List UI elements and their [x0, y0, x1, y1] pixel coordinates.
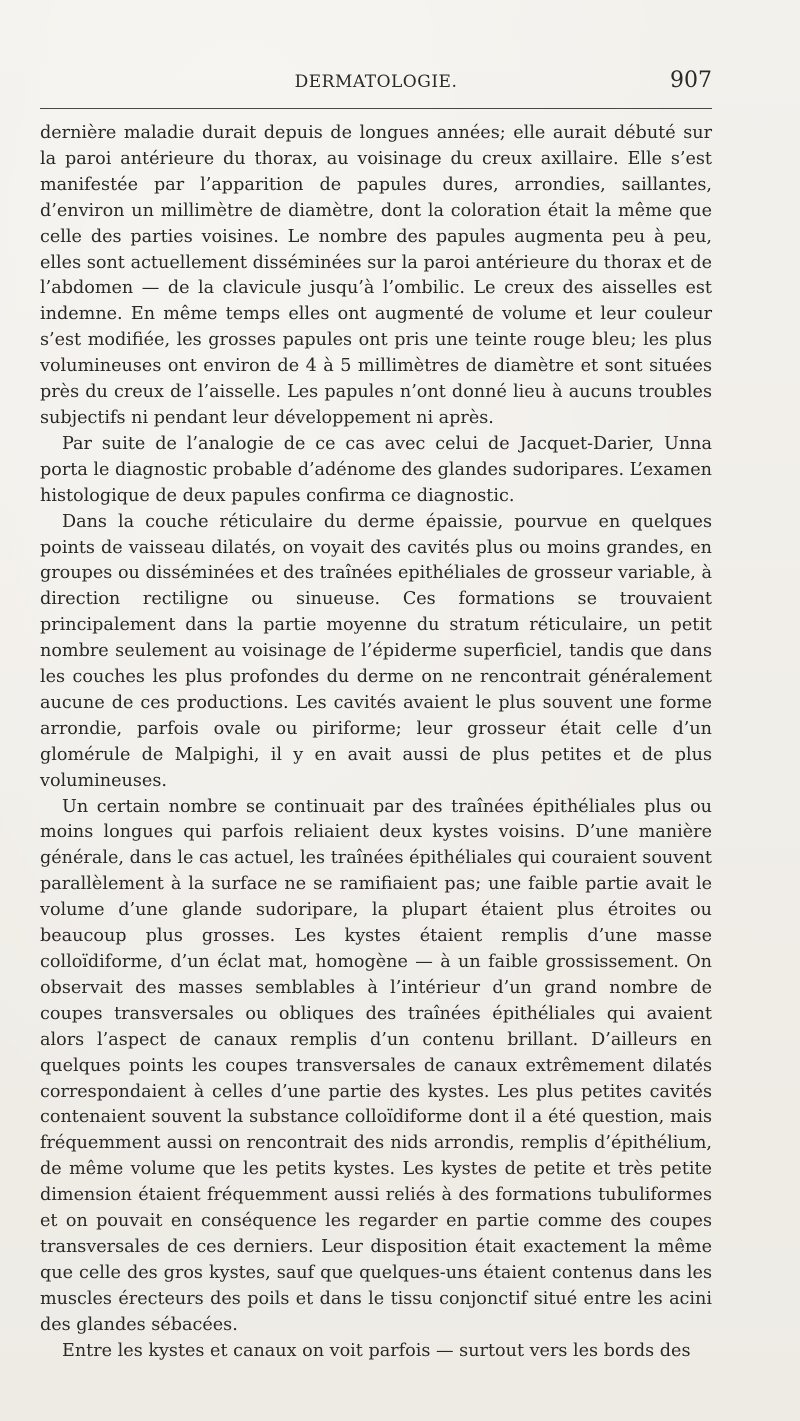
paragraph-epithelial-strands: Un certain nombre se continuait par des traînées épithéliales plus ou moins longues qui parfois reliaient deux kystes voisins. D’une manière générale, dans le cas actuel, les traînées épithéliales qui couraient souvent parallèlement à la surface ne se ramifiaient pas; une faible partie avait le volume d’une glande sudoripare, la plupart étaient plus étroites ou beaucoup plus grosses. Les kystes étaient remplis d’une masse colloïdiforme, d’un éclat mat, homogène — à un faible grossissement. On observait des masses semblables à l’intérieur d’un grand nombre de coupes transversales ou obliques des traînées épithéliales qui avaient alors l’aspect de canaux remplis d’un contenu brillant. D’ailleurs en quelques points les coupes transversales de canaux extrêmement dilatés correspondaient à celles d’une partie des kystes. Les plus petites cavités contenaient souvent la substance colloïdiforme dont il a été question, mais fréquemment aussi on rencontrait des nids arrondis, remplis d’épithélium, de même volume que les petits kystes. Les kystes de petite et très petite dimension étaient fréquemment aussi reliés à des formations tubuliformes et on pouvait en conséquence les regarder en partie comme des coupes transversales de ces derniers. Leur disposition était exactement la même que celle des gros kystes, sauf que quelques-uns étaient contenus dans les muscles érecteurs des poils et dans le tissu conjonctif situé entre les acini des glandes sébacées. — [40, 796, 712, 1335]
header-rule — [40, 108, 712, 109]
body-text — [40, 121, 712, 1365]
page-number: 907 — [670, 68, 712, 93]
running-title: DERMATOLOGIE. — [294, 72, 458, 92]
paragraph-diagnosis: Par suite de l’analogie de ce cas avec celui de Jacquet-Darier, Unna porta le diagnostic probable d’adénome des glandes sudoripares. L’examen histologique de deux papules confirma ce diagnostic. — [40, 433, 712, 506]
page-header — [40, 68, 712, 100]
paragraph-continuation: dernière maladie durait depuis de longues années; elle aurait débuté sur la paroi antérieure du thorax, au voisinage du creux axillaire. Elle s’est manifestée par l’apparition de papules dures, arrondies, saillantes, d’environ un millimètre de diamètre, dont la coloration était la même que celle des parties voisines. Le nombre des papules augmenta peu à peu, elles sont actuellement disséminées sur la paroi antérieure du thorax et de l’abdomen — de la clavicule jusqu’à l’ombilic. Le creux des aisselles est indemne. En même temps elles ont augmenté de volume et leur couleur s’est modifiée, les grosses papules ont pris une teinte rouge bleu; les plus volumineuses ont environ de 4 à 5 millimètres de diamètre et sont situées près du creux de l’aisselle. Les papules n’ont donné lieu à aucuns troubles subjectifs ni pendant leur développement ni après. — [40, 123, 712, 428]
paragraph-reticular-layer: Dans la couche réticulaire du derme épaissie, pourvue en quelques points de vaisseau dilatés, on voyait des cavités plus ou moins grandes, en groupes ou disséminées et des traînées epithéliales de grosseur variable, à direction rectiligne ou sinueuse. Ces formations se trouvaient principalement dans la partie moyenne du stratum réticulaire, un petit nombre seulement au voisinage de l’épiderme superficiel, tandis que dans les couches les plus profondes du derme on ne rencontrait généralement aucune de ces productions. Les cavités avaient le plus souvent une forme arrondie, parfois ovale ou piriforme; leur grosseur était celle d’un glomérule de Malpighi, il y en avait aussi de plus petites et de plus volumineuses. — [40, 511, 712, 791]
paragraph-final-line: Entre les kystes et canaux on voit parfois — surtout vers les bords des — [62, 1340, 691, 1361]
